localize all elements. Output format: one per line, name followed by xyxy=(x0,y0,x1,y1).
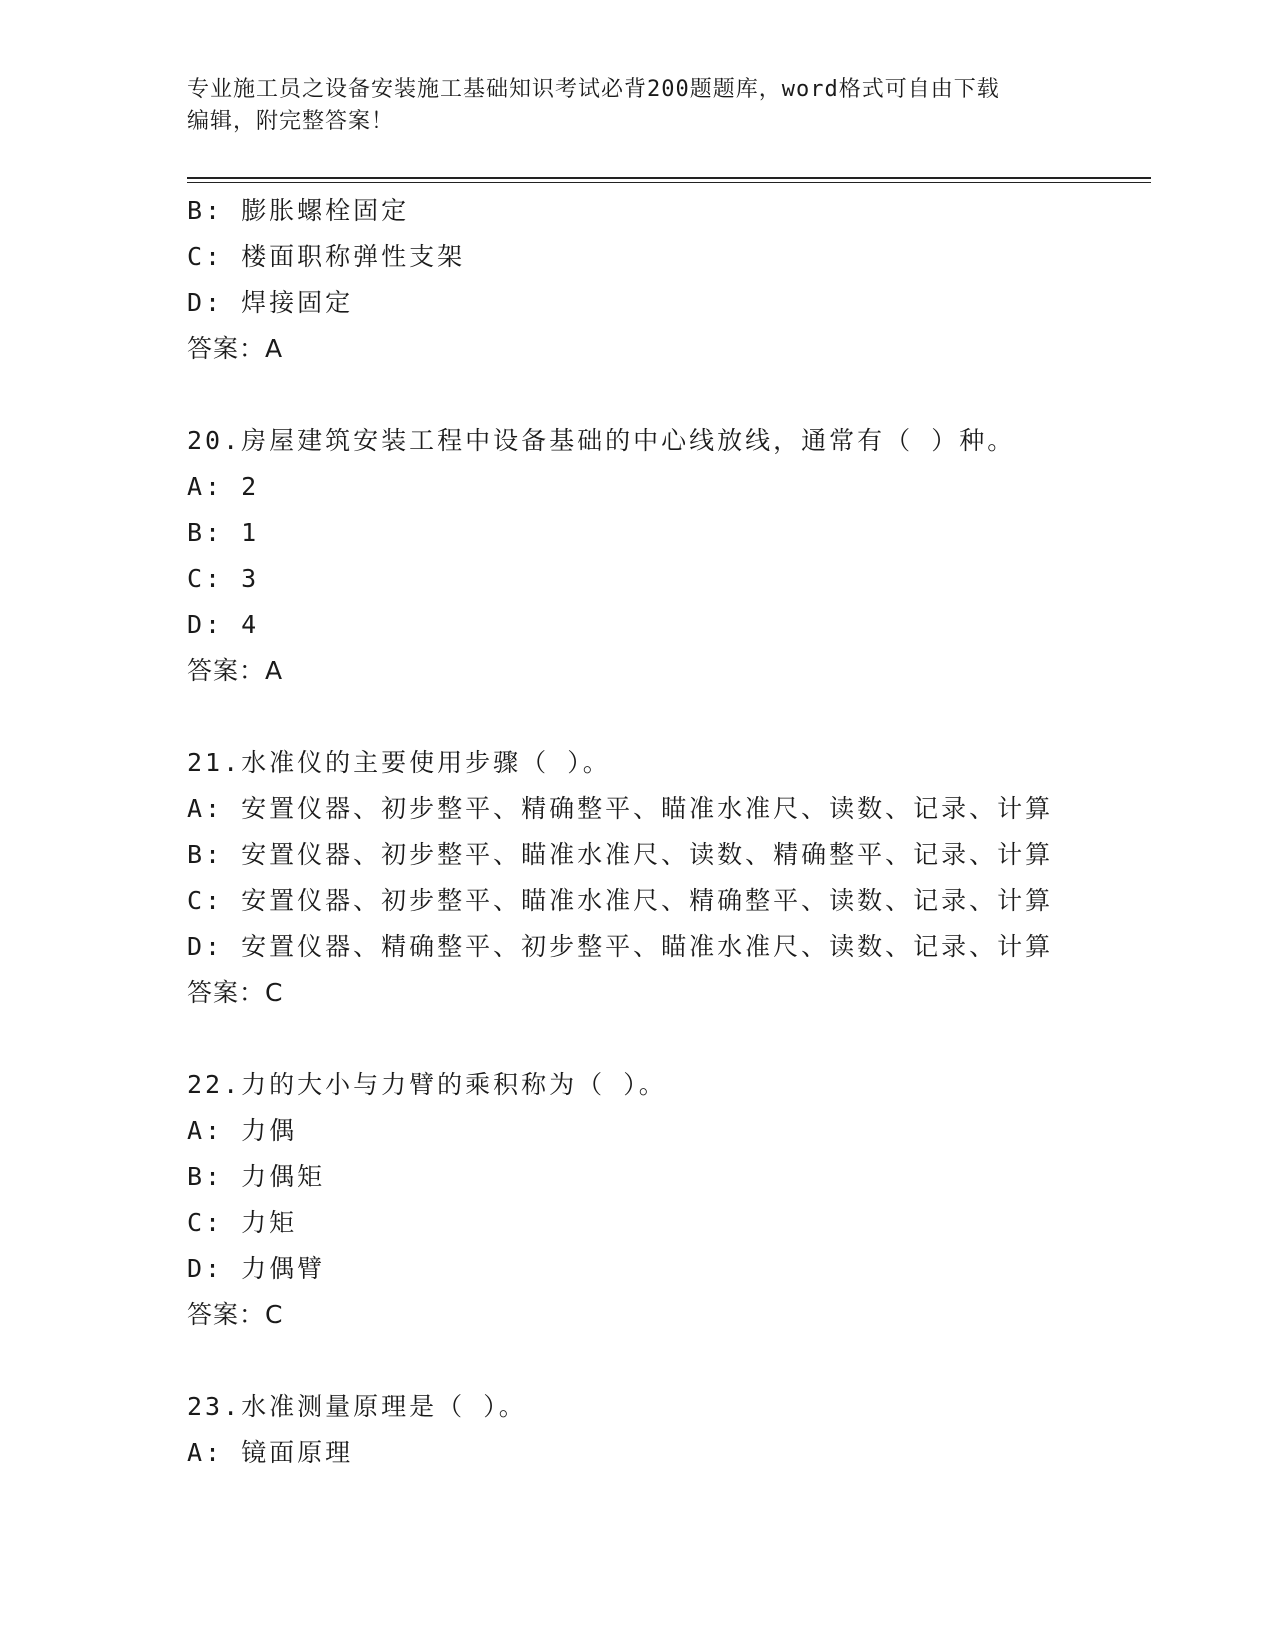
option-a: A: 2 xyxy=(187,472,260,501)
question-text: 20.房屋建筑安装工程中设备基础的中心线放线，通常有（ ）种。 xyxy=(187,426,1016,455)
document-header xyxy=(187,74,1087,138)
question-22 xyxy=(187,1062,1147,1338)
header-rule-thick xyxy=(187,177,1151,179)
header-rule-thin xyxy=(187,182,1151,183)
question-text: 22.力的大小与力臂的乘积称为（ ）。 xyxy=(187,1070,667,1099)
question-list xyxy=(187,188,1147,1476)
header-line-2: 编辑，附完整答案！ xyxy=(187,109,395,134)
option-a: A: 力偶 xyxy=(187,1116,298,1145)
option-d: D: 力偶臂 xyxy=(187,1254,326,1283)
option-d: D: 安置仪器、精确整平、初步整平、瞄准水准尺、读数、记录、计算 xyxy=(187,932,1054,961)
option-d: D: 焊接固定 xyxy=(187,288,354,317)
answer-line: 答案：C xyxy=(187,1300,284,1329)
question-gap xyxy=(187,372,1147,418)
question-gap xyxy=(187,1338,1147,1384)
option-b: B: 安置仪器、初步整平、瞄准水准尺、读数、精确整平、记录、计算 xyxy=(187,840,1054,869)
question-20 xyxy=(187,418,1147,694)
question-text: 21.水准仪的主要使用步骤（ ）。 xyxy=(187,748,611,777)
option-d: D: 4 xyxy=(187,610,260,639)
option-a: A: 镜面原理 xyxy=(187,1438,354,1467)
option-b: B: 力偶矩 xyxy=(187,1162,326,1191)
question-gap xyxy=(187,1016,1147,1062)
option-c: C: 楼面职称弹性支架 xyxy=(187,242,466,271)
question-gap xyxy=(187,694,1147,740)
answer-line: 答案：A xyxy=(187,334,284,363)
option-c: C: 3 xyxy=(187,564,260,593)
option-c: C: 力矩 xyxy=(187,1208,298,1237)
question-text: 23.水准测量原理是（ ）。 xyxy=(187,1392,527,1421)
option-a: A: 安置仪器、初步整平、精确整平、瞄准水准尺、读数、记录、计算 xyxy=(187,794,1054,823)
answer-line: 答案：A xyxy=(187,656,284,685)
answer-line: 答案：C xyxy=(187,978,284,1007)
question-19-partial xyxy=(187,188,1147,372)
option-c: C: 安置仪器、初步整平、瞄准水准尺、精确整平、读数、记录、计算 xyxy=(187,886,1054,915)
header-line-1: 专业施工员之设备安装施工基础知识考试必背200题题库，word格式可自由下载 xyxy=(187,77,1000,102)
question-23 xyxy=(187,1384,1147,1476)
option-b: B: 1 xyxy=(187,518,260,547)
option-b: B: 膨胀螺栓固定 xyxy=(187,196,410,225)
question-21 xyxy=(187,740,1147,1016)
